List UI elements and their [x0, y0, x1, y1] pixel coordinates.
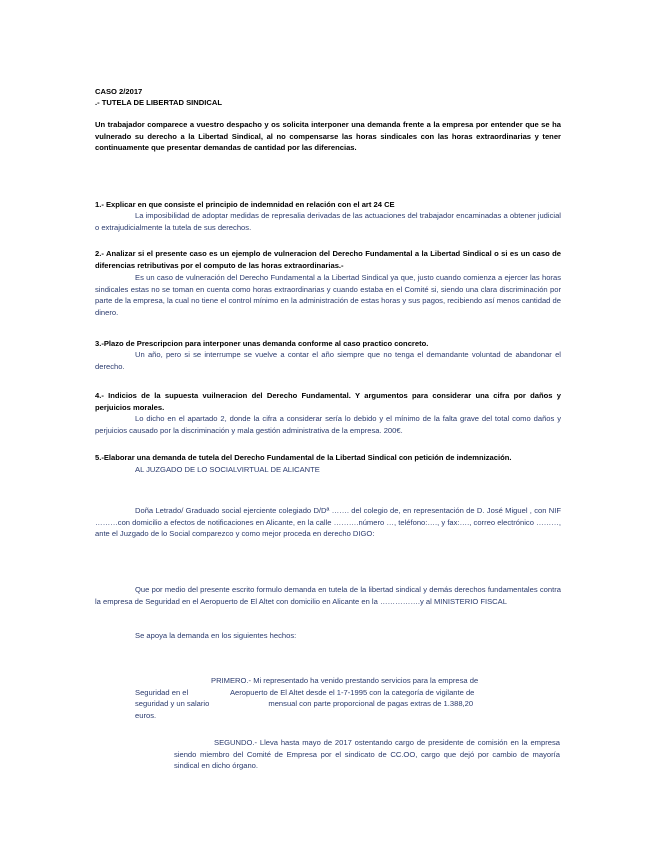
- answer-4: Lo dicho en el apartado 2, donde la cifra a considerar sería lo debido y el mínimo de la falta grave del total como daños y perjuicios causado por la discriminación y mala gestión administrativa de la empresa. 200€.: [95, 414, 561, 435]
- demand-intro: Doña Letrado/ Graduado social ejerciente colegiado D/Dª ……. del colegio de, en representación de D. José Miguel , con NIF ………con domicilio a efectos de notificaciones en Alicante, en la calle ……….número …, teléfono:…., y fax:…., correo electrónico ………, ante el Juzgado de lo Social comparezco y como mejor proceda en derecho DIGO:: [95, 506, 561, 539]
- fact-primero: [135, 675, 565, 721]
- question-3: 3.-Plazo de Prescripcion para interponer unas demanda conforme al caso practico concreto.: [95, 339, 429, 348]
- question-5: 5.-Elaborar una demanda de tutela del Derecho Fundamental de la Libertad Sindical con petición de indemnización.: [95, 453, 512, 462]
- answer-3: Un año, pero si se interrumpe se vuelve a contar el año siempre que no tenga el demandante voluntad de abandonar el derecho.: [95, 350, 561, 371]
- case-subject: .- TUTELA DE LIBERTAD SINDICAL: [95, 98, 222, 107]
- fact-primero-line-1: PRIMERO.- Mi representado ha venido prestando servicios para la empresa de: [211, 676, 479, 685]
- answer-1: La imposibilidad de adoptar medidas de represalia derivadas de las actuaciones del trabajador encaminadas a obtener judicial o extrajudicialmente la tutela de sus derechos.: [95, 211, 561, 232]
- fact-segundo: SEGUNDO.- Lleva hasta mayo de 2017 ostentando cargo de presidente de comisión en la empresa siendo miembro del Comité de Empresa por el sindicato de CC.OO, cargo que dejó por cambio de mayoría sindical en dicho órgano.: [174, 738, 560, 771]
- facts-intro: Se apoya la demanda en los siguientes hechos:: [135, 631, 297, 640]
- fact-primero-line-4: euros.: [135, 710, 157, 720]
- fact-primero-line-2: Seguridad en el Aeropuerto de El Altet desde el 1-7-1995 con la categoría de vigilante de: [135, 687, 475, 697]
- question-1: 1.- Explicar en que consiste el principio de indemnidad en relación con el art 24 CE: [95, 200, 395, 209]
- court-heading: AL JUZGADO DE LO SOCIALVIRTUAL DE ALICANTE: [135, 465, 320, 474]
- case-intro: Un trabajador comparece a vuestro despacho y os solicita interponer una demanda frente a la empresa por entender que se ha vulnerado su derecho a la Libertad Sindical, al no compensarse las horas sindicales con las horas extraordinarias y tener continuamente que presentar demandas de cantidad por las diferencias.: [95, 120, 561, 153]
- fact-primero-line-3: seguridad y un salario mensual con parte proporcional de pagas extras de 1.388,20: [135, 699, 474, 709]
- question-4: 4.- Indicios de la supuesta vuilneracion del Derecho Fundamental. Y argumentos para considerar una cifra por daños y perjuicios morales.: [95, 391, 561, 412]
- case-number: CASO 2/2017: [95, 87, 143, 96]
- question-2: 2.- Analizar si el presente caso es un ejemplo de vulneracion del Derecho Fundamental a la Libertad Sindical o si es un caso de diferencias retributivas por el computo de las horas extraordinarias.-: [95, 249, 561, 270]
- demand-statement: Que por medio del presente escrito formulo demanda en tutela de la libertad sindical y demás derechos fundamentales contra la empresa de Seguridad en el Aeropuerto de El Altet con domicilio en Alicante en la …………….y al MINISTERIO FISCAL: [95, 585, 561, 606]
- answer-2: Es un caso de vulneración del Derecho Fundamental a la Libertad Sindical ya que, justo cuando comienza a ejercer las horas sindicales estas no se toman en cuenta como horas extraordinarias y cuando estaba en el Comité si, siendo una clara discriminación por parte de la empresa, la cual no tiene el control mínimo en la administración de estas horas y sus pagos, recibiendo así menos cantidad de dinero.: [95, 273, 561, 317]
